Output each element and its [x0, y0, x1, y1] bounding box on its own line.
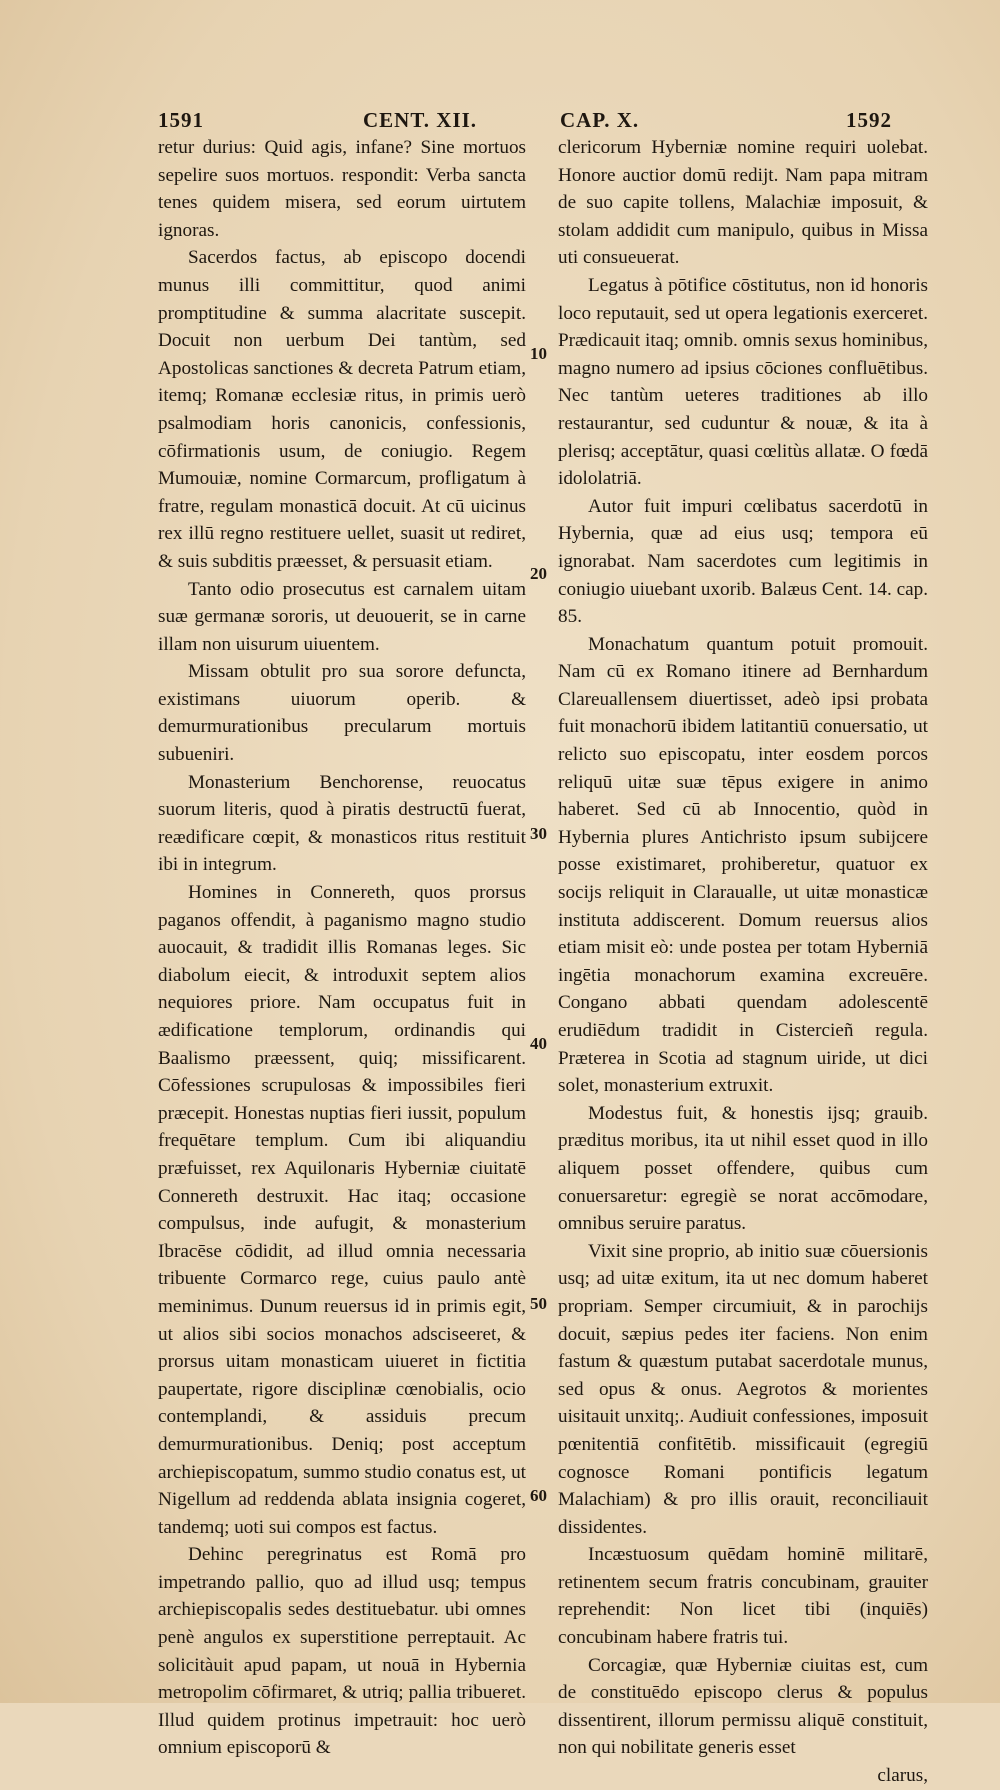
chapter-heading: CAP. X. [560, 108, 640, 132]
paragraph: Vixit sine proprio, ab initio suæ cōuersionis usq; ad uitæ exitum, ita ut nec domum haberet propriam. Semper circumiuit, & in parochijs docuit, sæpius pedes iter faciens. Non enim fastum & quæstum putabat sacerdotale munus, sed opus & onus. Aegrotos & morientes uisitauit unxitq;. Audiuit confessiones, imposuit pœnitentiā confitētib. missificauit (egregiū cognosce Romani pontificis legatum Malachiam) & pro illis orauit, reconciliauit dissidentes. [558, 1240, 928, 1538]
paragraph: Homines in Connereth, quos prorsus paganos offendit, à paganismo magno studio auocauit, & tradidit illis Romanas leges. Sic diabolum eiecit, & introduxit septem alios nequiores priore. Nam occupatus fuit in ædificatione templorum, ordinandis qui Baalismo præessent, quiq; missificarent. Cōfessiones scrupulosas & impossibiles fieri præcepit. Honestas nuptias fieri iussit, populum frequētare templum. Cum ibi aliquandiu præfuisset, rex Aquilonaris Hyberniæ ciuitatē Connereth destruxit. Hac itaq; occasione compulsus, inde aufugit, & monasterium Ibracēse cōdidit, ad illud omnia necessaria tribuente Cormarco rege, cuius paulo antè meminimus. Dunum reuersus id in primis egit, ut alios sibi socios monachos adsciseeret, & prorsus uitam monasticam uiueret in fictitia paupertate, rigore disciplinæ cœnobialis, ocio contemplandi, & assiduis precum demurmurationibus. Deniq; post acceptum archiepiscopatum, summo studio conatus est, ut Nigellum ad reddenda ablata insignia cogeret, tandemq; uoti sui compos est factus. [158, 882, 526, 1538]
paragraph: Monachatum quantum potuit promouit. Nam cū ex Romano itinere ad Bernhardum Clareuallensem diuertisset, adeò ipsi probata fuit monachorū ibidem latitantiū conuersatio, ut relicto suo episcopatu, inter eosdem porcos reliquū uitæ suæ tēpus exigere in animo haberet. Sed cū ab Innocentio, quòd in Hybernia plures Antichristo ipsum subijcere posse existimaret, prohiberetur, quatuor ex socijs reliquit in Claraualle, ut uitæ monasticæ instituta addiscerent. Domum reuersus alios etiam misit eò: unde postea per totam Hyberniā ingētia monachorum examina excreuēre. Congano abbati quendam adolescentē erudiēdum tradidit in Cistercieñ regula. Præterea in Scotia ad stagnum uiride, ut dici solet, monasterium extruxit. [558, 633, 928, 1097]
line-number-gutter [530, 134, 558, 1534]
paragraph: Sacerdos factus, ab episcopo docendi munus illi committitur, quod animi promptitudine & summa alacritate suscepit. Docuit non uerbum Dei tantùm, sed Apostolicas sanctiones & decreta Patrum etiam, itemq; Romanæ ecclesiæ ritus, in primis uerò psalmodiam horis canonicis, confessionis, cōfirmationis usum, de coniugio. Regem Mumouiæ, nomine Cormarcum, profligatum à fratre, regulam monasticā docuit. At cū uicinus rex illū regno restituere uellet, suasit ut rediret, & suis subditis præesset, & persuasit etiam. [158, 247, 526, 572]
paragraph: Tanto odio prosecutus est carnalem uitam suæ germanæ sororis, ut deuouerit, se in carne illam non uisurum uiuentem. [158, 578, 526, 655]
page-number-right: 1592 [846, 108, 892, 132]
paragraph: Incæstuosum quēdam hominē militarē, retinentem secum fratris concubinam, grauiter reprehendit: Non licet tibi (inquiēs) concubinam habere fratris tui. [558, 1544, 928, 1649]
line-number: 20 [530, 564, 547, 583]
running-header [158, 108, 892, 134]
line-number: 10 [530, 344, 547, 363]
page-number-left: 1591 [158, 108, 204, 132]
line-number: 30 [530, 824, 547, 843]
line-number: 40 [530, 1034, 547, 1053]
paragraph: clericorum Hyberniæ nomine requiri uolebat. Honore auctior domū rediјt. Nam papa mitram de suo capite tollens, Malachiæ imposuit, & stolam addidit cum manipulo, quibus in Missa uti consueuerat. [558, 137, 928, 269]
paragraph: Modestus fuit, & honestis ijsq; grauib. præditus moribus, ita ut nihil esset quod in illo aliquem posset offendere, quibus cum conuersaretur: egregiè se norat accōmodare, omnibus seruire paratus. [558, 1102, 928, 1235]
paragraph: Autor fuit impuri cœlibatus sacerdotū in Hybernia, quæ ad eius usq; tempora eū ignorabat. Nam sacerdotes cum legitimis in coniugio uiuebant uxorib. Balæus Cent. 14. cap. 85. [558, 495, 928, 628]
line-number: 60 [530, 1486, 547, 1505]
line-number: 50 [530, 1294, 547, 1313]
paragraph: Missam obtulit pro sua sorore defuncta, existimans uiuorum operib. & demurmurationibus precularum mortuis subueniri. [158, 661, 526, 766]
catchword: clarus, [877, 1765, 928, 1787]
paragraph: Legatus à pōtifice cōstitutus, non id honoris loco reputauit, sed ut opera legationis exerceret. Prædicauit itaq; omnib. omnis sexus hominibus, magno numero ad ipsius cōciones confluētibus. Nec tantùm ueteres traditiones ab illo restaurantur, sed cuduntur & nouæ, & ita à plerisq; acceptātur, quasi cœlitùs allatæ. O fœdā idololatriā. [558, 274, 928, 490]
paragraph: retur durius: Quid agis, infane? Sine mortuos sepelire suos mortuos. respondit: Verba sancta tenes quidem misera, sed eorum uirtutem ignoras. [158, 137, 526, 241]
paragraph: Dehinc peregrinatus est Romā pro impetrando pallio, quo ad illud usq; tempus archiepiscopalis sedes destituebatur. ubi omnes penè angulos ex superstitione perreptauit. Ac solicitàuit apud papam, ut nouā in Hybernia metropolim cōfirmaret, & utriq; pallia tribueret. Illud quidem protinus impetrauit: hoc uerò omnium episcoporū & [158, 1544, 526, 1759]
paragraph: Corcagiæ, quæ Hyberniæ ciuitas est, cum de constituēdo episcopo clerus & populus dissentirent, illorum permissu aliquē constituit, non qui nobilitate generis esset [558, 1654, 928, 1759]
century-heading: CENT. XII. [363, 108, 478, 132]
paragraph: Monasterium Benchorense, reuocatus suorum literis, quod à piratis destructū fuerat, reædificare cœpit, & monasticos ritus restituit ibi in integrum. [158, 771, 526, 876]
right-text-column [558, 134, 928, 1790]
left-text-column [158, 134, 526, 1762]
